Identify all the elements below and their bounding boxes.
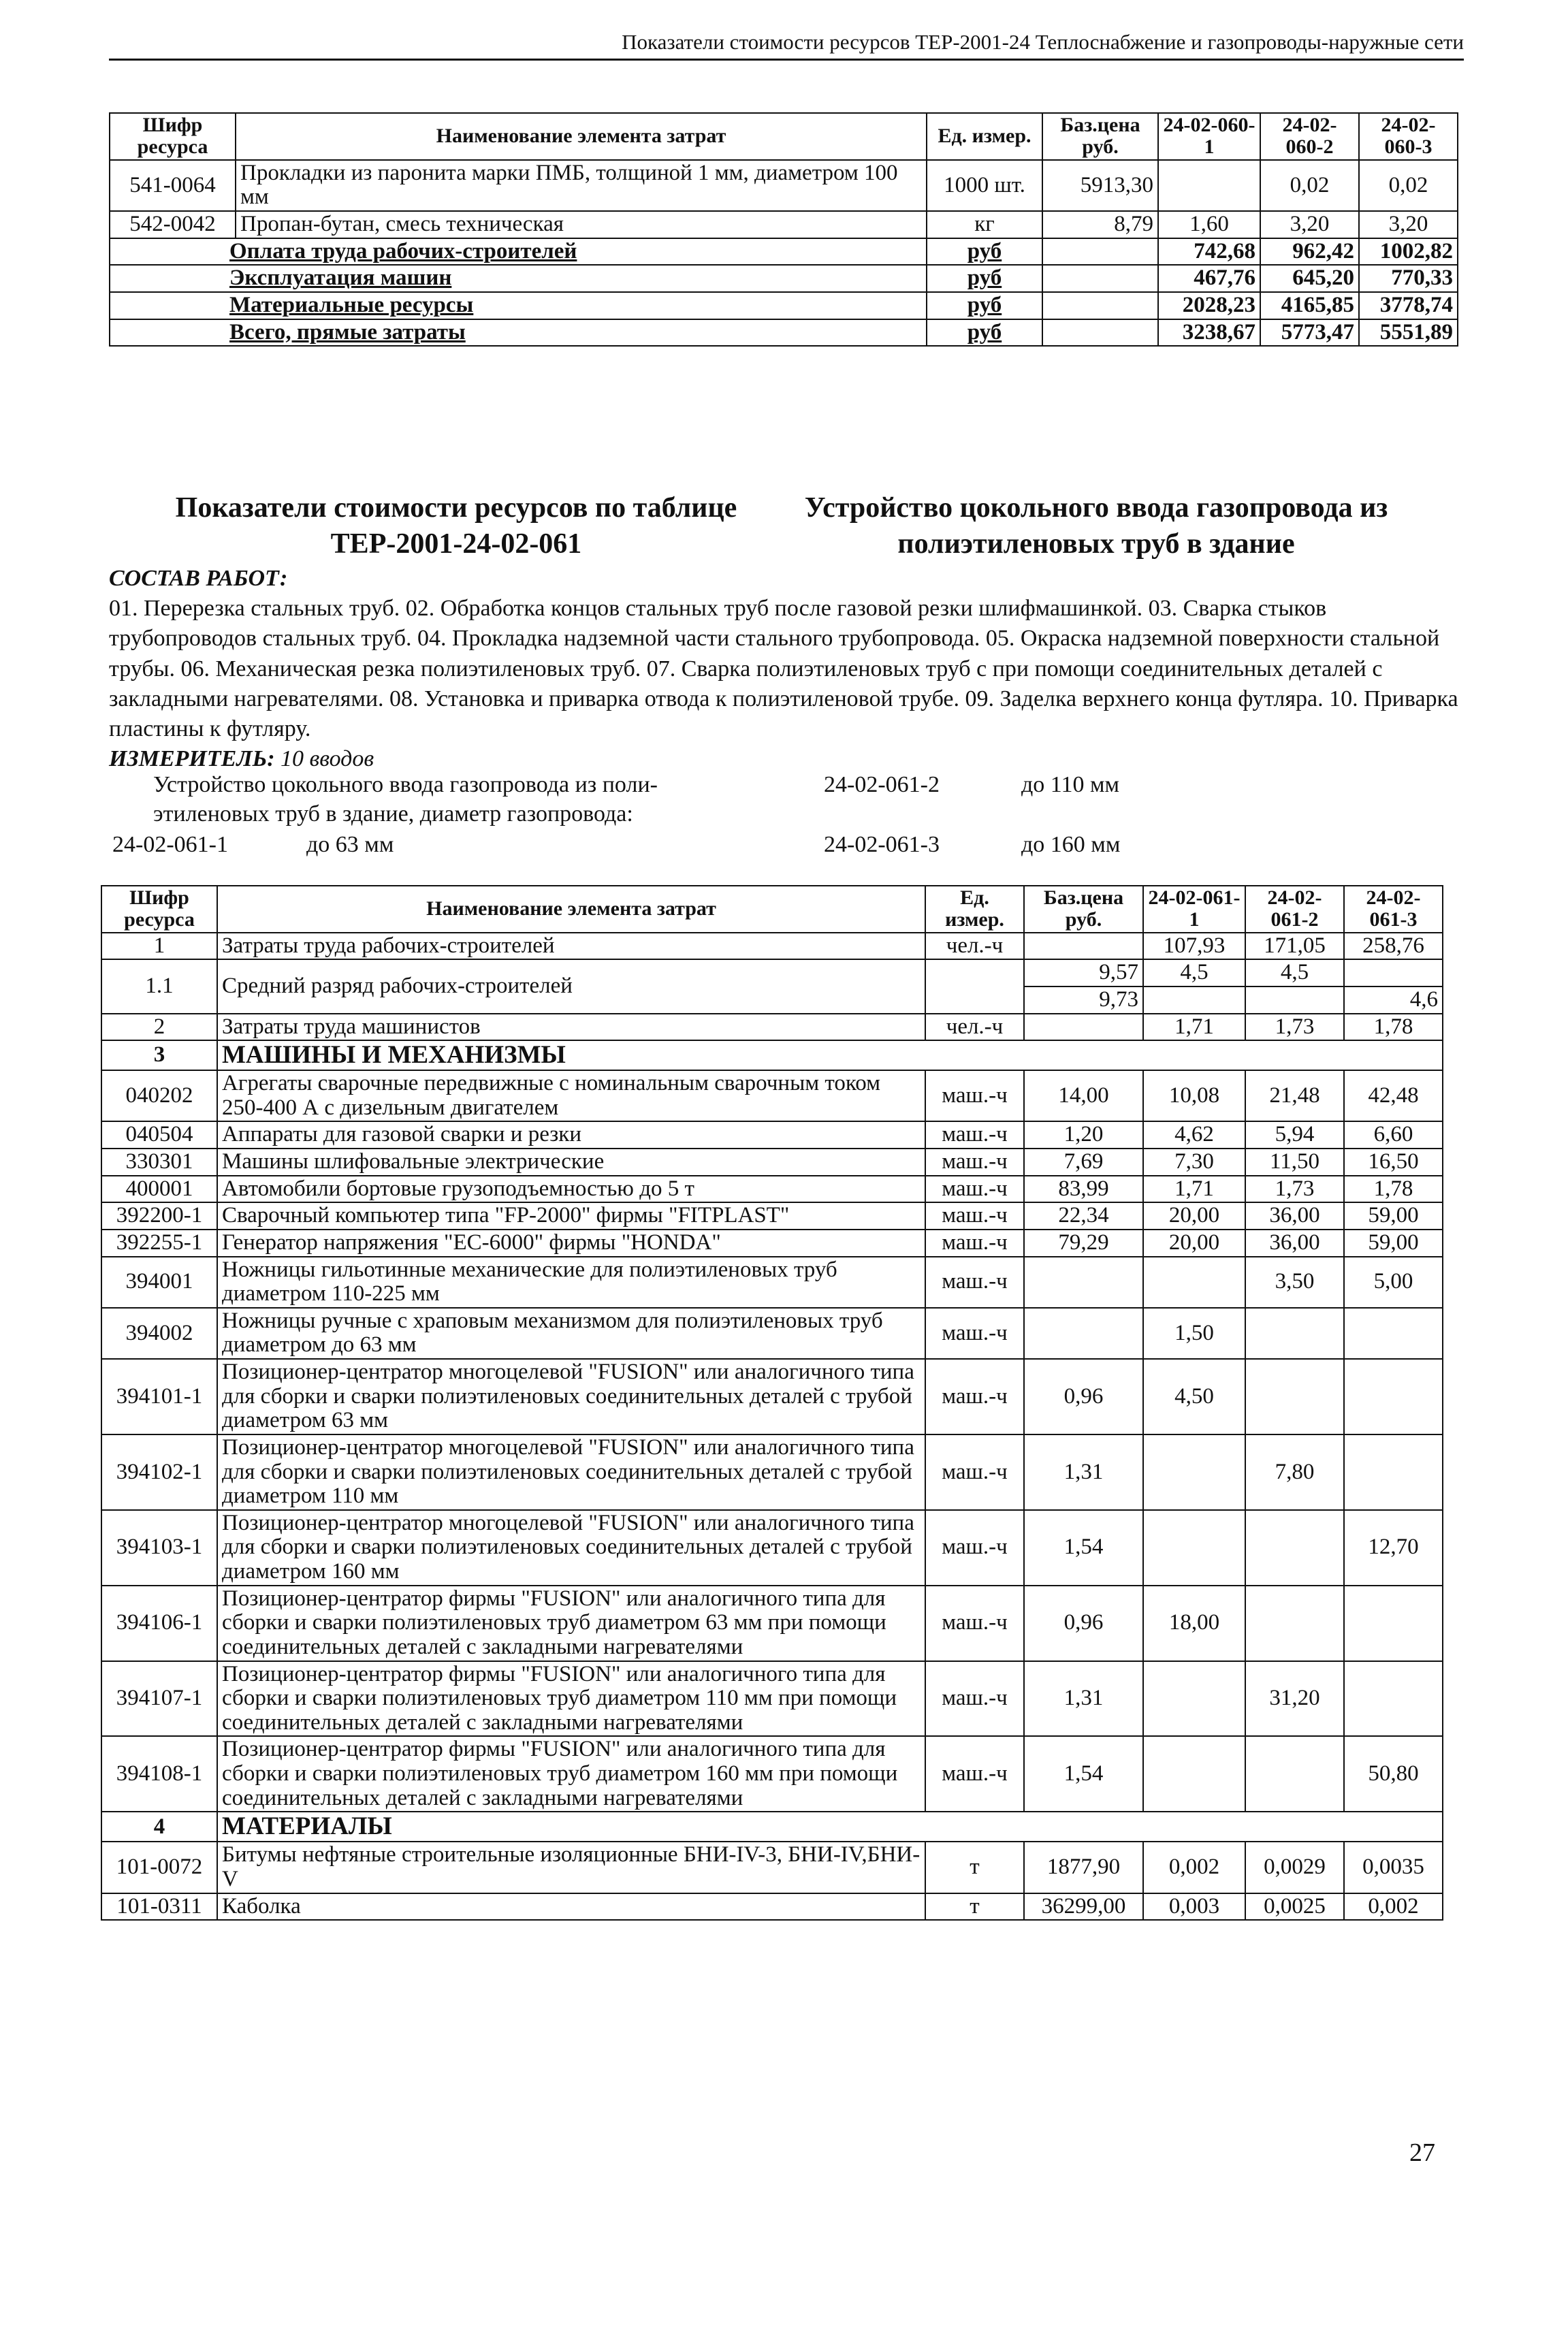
base-price: 36299,00 [1024, 1893, 1143, 1921]
resource-unit [925, 959, 1024, 1013]
value-col2: 11,50 [1245, 1149, 1344, 1176]
section-number: 4 [101, 1812, 217, 1842]
base-price: 7,69 [1024, 1149, 1143, 1176]
table-row [101, 959, 1443, 986]
value-col2 [1245, 1586, 1344, 1661]
resource-code: 392200-1 [101, 1202, 217, 1230]
resource-name: Позиционер-центратор многоцелевой "FUSION" или аналогичного типа для сборки и сварки полиэтиленовых соединительных деталей с трубой диаметром 110 мм [217, 1434, 925, 1510]
base-price: 8,79 [1042, 211, 1158, 238]
empty-cell [1042, 238, 1158, 266]
resource-unit: маш.-ч [925, 1121, 1024, 1149]
header-col1: 24-02-060-1 [1158, 113, 1260, 160]
base-price: 9,73 [1024, 986, 1143, 1014]
resource-name: Позиционер-центратор многоцелевой "FUSION" или аналогичного типа для сборки и сварки полиэтиленовых соединительных деталей с трубой диаметром 63 мм [217, 1359, 925, 1434]
section-number: 3 [101, 1040, 217, 1070]
code-061-1-text: до 63 мм [306, 832, 394, 857]
base-price: 1,31 [1024, 1661, 1143, 1737]
header-col3: 24-02-060-3 [1359, 113, 1458, 160]
resource-code: 394106-1 [101, 1586, 217, 1661]
table-row [101, 1842, 1443, 1893]
section-title-right: Устройство цокольного ввода газопровода из полиэтиленовых труб в здание [804, 492, 1388, 560]
value-col3: 258,76 [1344, 933, 1443, 960]
table-row [101, 1661, 1443, 1737]
value-col3: 0,0035 [1344, 1842, 1443, 1893]
base-price: 1,31 [1024, 1434, 1143, 1510]
table-row [110, 211, 1458, 238]
resource-table-060 [109, 112, 1458, 347]
value-col2: 7,80 [1245, 1434, 1344, 1510]
resource-code: 400001 [101, 1176, 217, 1203]
code-061-3-text: до 160 мм [1021, 832, 1121, 857]
table-row [110, 160, 1458, 211]
resource-name: Позиционер-центратор многоцелевой "FUSION" или аналогичного типа для сборки и сварки полиэтиленовых соединительных деталей с трубой диаметром 160 мм [217, 1510, 925, 1586]
value-col2: 1,73 [1245, 1176, 1344, 1203]
value-col3 [1344, 959, 1443, 986]
measure-label: ИЗМЕРИТЕЛЬ: [109, 746, 275, 772]
resource-code: 040504 [101, 1121, 217, 1149]
value-col1 [1143, 986, 1245, 1014]
value-col3: 1,78 [1344, 1014, 1443, 1041]
header-code: Шифр ресурса [101, 886, 217, 933]
resource-unit: чел.-ч [925, 1014, 1024, 1041]
resource-code: 1 [101, 933, 217, 960]
table-row [101, 1586, 1443, 1661]
table-row [101, 1070, 1443, 1121]
base-price [1024, 1257, 1143, 1308]
resource-code: 394002 [101, 1308, 217, 1359]
resource-name: Позиционер-центратор фирмы "FUSION" или аналогичного типа для сборки и сварки полиэтиленовых труб диаметром 63 мм при помощи соединительных деталей с закладными нагревателями [217, 1586, 925, 1661]
section-heading: МАТЕРИАЛЫ [217, 1812, 1443, 1842]
resource-code: 394108-1 [101, 1736, 217, 1812]
header-name: Наименование элемента затрат [217, 886, 925, 933]
base-price: 0,96 [1024, 1586, 1143, 1661]
resource-code: 101-0072 [101, 1842, 217, 1893]
base-price [1024, 933, 1143, 960]
resource-unit: маш.-ч [925, 1202, 1024, 1230]
value-col2: 171,05 [1245, 933, 1344, 960]
total-unit: руб [927, 238, 1042, 266]
base-price [1024, 1308, 1143, 1359]
resource-name: Пропан-бутан, смесь техническая [236, 211, 927, 238]
total-col1: 742,68 [1158, 238, 1260, 266]
resource-name: Сварочный компьютер типа "FP-2000" фирмы "FITPLAST" [217, 1202, 925, 1230]
value-col3: 0,002 [1344, 1893, 1443, 1921]
value-col2 [1245, 1510, 1344, 1586]
resource-unit: маш.-ч [925, 1308, 1024, 1359]
value-col3: 1,78 [1344, 1176, 1443, 1203]
resource-unit: маш.-ч [925, 1070, 1024, 1121]
table-row [101, 1014, 1443, 1041]
value-col1 [1158, 160, 1260, 211]
base-price: 1877,90 [1024, 1842, 1143, 1893]
resource-name: Средний разряд рабочих-строителей [217, 959, 925, 1013]
total-name: Всего, прямые затраты [110, 319, 927, 347]
table-row [101, 933, 1443, 960]
value-col2: 0,02 [1260, 160, 1359, 211]
table-row [101, 1149, 1443, 1176]
value-col2 [1245, 1736, 1344, 1812]
value-col1: 4,50 [1143, 1359, 1245, 1434]
code-061-1: 24-02-061-1 [112, 832, 228, 857]
table-header-row [101, 886, 1443, 933]
value-col1 [1143, 1434, 1245, 1510]
total-unit: руб [927, 265, 1042, 292]
value-col3: 16,50 [1344, 1149, 1443, 1176]
total-col1: 467,76 [1158, 265, 1260, 292]
header-unit: Ед. измер. [925, 886, 1024, 933]
total-row [110, 292, 1458, 319]
header-price: Баз.цена руб. [1042, 113, 1158, 160]
total-row [110, 238, 1458, 266]
total-col1: 2028,23 [1158, 292, 1260, 319]
total-unit: руб [927, 292, 1042, 319]
value-col2: 3,20 [1260, 211, 1359, 238]
total-name: Эксплуатация машин [110, 265, 927, 292]
resource-name: Каболка [217, 1893, 925, 1921]
code-061-3: 24-02-061-3 [824, 832, 940, 857]
table-row [101, 1893, 1443, 1921]
total-col3: 5551,89 [1359, 319, 1458, 347]
resource-name: Затраты труда машинистов [217, 1014, 925, 1041]
table-row [101, 1736, 1443, 1812]
empty-cell [1042, 319, 1158, 347]
resource-table-061 [101, 885, 1443, 1921]
table-header-row [110, 113, 1458, 160]
value-col2: 1,73 [1245, 1014, 1344, 1041]
resource-name: Битумы нефтяные строительные изоляционные БНИ-IV-3, БНИ-IV,БНИ-V [217, 1842, 925, 1893]
value-col2: 36,00 [1245, 1202, 1344, 1230]
base-price: 1,54 [1024, 1510, 1143, 1586]
code-061-2-text: до 110 мм [1021, 772, 1120, 797]
resource-code: 541-0064 [110, 160, 236, 211]
total-unit: руб [927, 319, 1042, 347]
base-price: 14,00 [1024, 1070, 1143, 1121]
total-name: Оплата труда рабочих-строителей [110, 238, 927, 266]
resource-code: 2 [101, 1014, 217, 1041]
table-row [101, 1230, 1443, 1257]
resource-name: Автомобили бортовые грузоподъемностью до 5 т [217, 1176, 925, 1203]
resource-name: Ножницы гильотинные механические для полиэтиленовых труб диаметром 110-225 мм [217, 1257, 925, 1308]
base-price: 1,20 [1024, 1121, 1143, 1149]
table-row [101, 1257, 1443, 1308]
section-heading-row [101, 1040, 1443, 1070]
total-col1: 3238,67 [1158, 319, 1260, 347]
value-col1: 4,5 [1143, 959, 1245, 986]
value-col2: 36,00 [1245, 1230, 1344, 1257]
base-price [1024, 1014, 1143, 1041]
value-col1: 1,60 [1158, 211, 1260, 238]
work-composition [109, 564, 1464, 774]
value-col1 [1143, 1510, 1245, 1586]
value-col1: 0,002 [1143, 1842, 1245, 1893]
intro-line-2: этиленовых труб в здание, диаметр газопровода: [153, 801, 633, 827]
resource-unit: маш.-ч [925, 1230, 1024, 1257]
resource-unit: маш.-ч [925, 1257, 1024, 1308]
resource-name: Прокладки из паронита марки ПМБ, толщиной 1 мм, диаметром 100 мм [236, 160, 927, 211]
resource-code: 394001 [101, 1257, 217, 1308]
header-col1: 24-02-061-1 [1143, 886, 1245, 933]
value-col1: 10,08 [1143, 1070, 1245, 1121]
value-col1 [1143, 1257, 1245, 1308]
code-061-2: 24-02-061-2 [824, 772, 940, 797]
resource-code: 330301 [101, 1149, 217, 1176]
resource-unit: маш.-ч [925, 1176, 1024, 1203]
empty-cell [1042, 265, 1158, 292]
value-col3: 4,6 [1344, 986, 1443, 1014]
value-col3: 50,80 [1344, 1736, 1443, 1812]
value-col1 [1143, 1661, 1245, 1737]
header-col2: 24-02-061-2 [1245, 886, 1344, 933]
resource-code: 394101-1 [101, 1359, 217, 1434]
total-col2: 4165,85 [1260, 292, 1359, 319]
resource-code: 394102-1 [101, 1434, 217, 1510]
header-name: Наименование элемента затрат [236, 113, 927, 160]
section-title-left: Показатели стоимости ресурсов по таблице ТЕР-2001-24-02-061 [175, 492, 737, 560]
resource-unit: маш.-ч [925, 1149, 1024, 1176]
value-col3: 6,60 [1344, 1121, 1443, 1149]
resource-code: 392255-1 [101, 1230, 217, 1257]
resource-name: Аппараты для газовой сварки и резки [217, 1121, 925, 1149]
page-number: 27 [1409, 2138, 1435, 2167]
value-col2: 3,50 [1245, 1257, 1344, 1308]
table-row [101, 1359, 1443, 1434]
base-price: 79,29 [1024, 1230, 1143, 1257]
section-heading-row [101, 1812, 1443, 1842]
resource-name: Генератор напряжения "ЕС-6000" фирмы "HONDA" [217, 1230, 925, 1257]
value-col3: 42,48 [1344, 1070, 1443, 1121]
table-row [101, 1510, 1443, 1586]
value-col3 [1344, 1308, 1443, 1359]
total-col2: 962,42 [1260, 238, 1359, 266]
value-col2: 21,48 [1245, 1070, 1344, 1121]
value-col2: 31,20 [1245, 1661, 1344, 1737]
resource-name: Агрегаты сварочные передвижные с номинальным сварочным током 250-400 А с дизельным двигателем [217, 1070, 925, 1121]
resource-unit: маш.-ч [925, 1736, 1024, 1812]
intro-line-1: Устройство цокольного ввода газопровода из поли- [153, 772, 658, 797]
header-col3: 24-02-061-3 [1344, 886, 1443, 933]
resource-unit: маш.-ч [925, 1510, 1024, 1586]
resource-unit: маш.-ч [925, 1661, 1024, 1737]
total-row [110, 319, 1458, 347]
resource-name: Затраты труда рабочих-строителей [217, 933, 925, 960]
value-col1: 1,50 [1143, 1308, 1245, 1359]
value-col3: 5,00 [1344, 1257, 1443, 1308]
running-header: Показатели стоимости ресурсов ТЕР-2001-24 Теплоснабжение и газопроводы-наружные сети [109, 30, 1464, 61]
value-col3 [1344, 1434, 1443, 1510]
value-col2 [1245, 1308, 1344, 1359]
base-price: 22,34 [1024, 1202, 1143, 1230]
composition-text: 01. Перерезка стальных труб. 02. Обработка концов стальных труб после газовой резки шлифмашинкой. 03. Сварка стыков трубопроводов стальных труб. 04. Прокладка надземной части стального трубопровода. 05. Окраска надземной поверхности стальной трубы. 06. Механическая резка полиэтиленовых труб. 07. Сварка полиэтиленовых труб с при помощи соединительных деталей с закладными нагревателями. 08. Установка и приварка отвода к полиэтиленовой трубе. 09. Заделка верхнего конца футляра. 10. Приварка пластины к футляру. [109, 596, 1458, 741]
measure-value: 10 вводов [281, 746, 374, 772]
value-col1: 1,71 [1143, 1176, 1245, 1203]
value-col1: 4,62 [1143, 1121, 1245, 1149]
value-col2: 0,0025 [1245, 1893, 1344, 1921]
total-col2: 645,20 [1260, 265, 1359, 292]
total-col3: 3778,74 [1359, 292, 1458, 319]
empty-cell [1042, 292, 1158, 319]
value-col3: 0,02 [1359, 160, 1458, 211]
measure-line [109, 744, 1464, 774]
header-unit: Ед. измер. [927, 113, 1042, 160]
resource-unit: т [925, 1842, 1024, 1893]
value-col3: 59,00 [1344, 1230, 1443, 1257]
resource-unit: кг [927, 211, 1042, 238]
base-price: 9,57 [1024, 959, 1143, 986]
total-name: Материальные ресурсы [110, 292, 927, 319]
value-col3 [1344, 1661, 1443, 1737]
resource-name: Позиционер-центратор фирмы "FUSION" или аналогичного типа для сборки и сварки полиэтиленовых труб диаметром 160 мм при помощи соединительных деталей с закладными нагревателями [217, 1736, 925, 1812]
value-col1: 107,93 [1143, 933, 1245, 960]
resource-unit: маш.-ч [925, 1434, 1024, 1510]
value-col3: 59,00 [1344, 1202, 1443, 1230]
resource-code: 040202 [101, 1070, 217, 1121]
resource-name: Позиционер-центратор фирмы "FUSION" или аналогичного типа для сборки и сварки полиэтиленовых труб диаметром 110 мм при помощи соединительных деталей с закладными нагревателями [217, 1661, 925, 1737]
base-price: 1,54 [1024, 1736, 1143, 1812]
table-row [101, 1434, 1443, 1510]
resource-unit: маш.-ч [925, 1586, 1024, 1661]
value-col1: 0,003 [1143, 1893, 1245, 1921]
value-col2: 0,0029 [1245, 1842, 1344, 1893]
resource-code: 394103-1 [101, 1510, 217, 1586]
total-col3: 1002,82 [1359, 238, 1458, 266]
table-row [101, 1202, 1443, 1230]
table-row [101, 1121, 1443, 1149]
value-col2 [1245, 1359, 1344, 1434]
composition-label: СОСТАВ РАБОТ: [109, 566, 288, 591]
header-col2: 24-02-060-2 [1260, 113, 1359, 160]
resource-unit: т [925, 1893, 1024, 1921]
table-row [101, 1176, 1443, 1203]
resource-code: 394107-1 [101, 1661, 217, 1737]
table-row [101, 1308, 1443, 1359]
value-col3 [1344, 1359, 1443, 1434]
header-code: Шифр ресурса [110, 113, 236, 160]
total-row [110, 265, 1458, 292]
value-col3: 12,70 [1344, 1510, 1443, 1586]
value-col3: 3,20 [1359, 211, 1458, 238]
resource-unit: чел.-ч [925, 933, 1024, 960]
value-col2 [1245, 986, 1344, 1014]
total-col3: 770,33 [1359, 265, 1458, 292]
resource-code: 101-0311 [101, 1893, 217, 1921]
section-heading: МАШИНЫ И МЕХАНИЗМЫ [217, 1040, 1443, 1070]
value-col2: 5,94 [1245, 1121, 1344, 1149]
resource-code: 1.1 [101, 959, 217, 1013]
value-col1: 20,00 [1143, 1230, 1245, 1257]
value-col1: 7,30 [1143, 1149, 1245, 1176]
resource-name: Машины шлифовальные электрические [217, 1149, 925, 1176]
resource-code: 542-0042 [110, 211, 236, 238]
value-col3 [1344, 1586, 1443, 1661]
value-col1: 20,00 [1143, 1202, 1245, 1230]
resource-name: Ножницы ручные с храповым механизмом для полиэтиленовых труб диаметром до 63 мм [217, 1308, 925, 1359]
header-price: Баз.цена руб. [1024, 886, 1143, 933]
value-col1 [1143, 1736, 1245, 1812]
resource-unit: маш.-ч [925, 1359, 1024, 1434]
total-col2: 5773,47 [1260, 319, 1359, 347]
resource-unit: 1000 шт. [927, 160, 1042, 211]
value-col1: 1,71 [1143, 1014, 1245, 1041]
base-price: 5913,30 [1042, 160, 1158, 211]
value-col2: 4,5 [1245, 959, 1344, 986]
base-price: 83,99 [1024, 1176, 1143, 1203]
value-col1: 18,00 [1143, 1586, 1245, 1661]
base-price: 0,96 [1024, 1359, 1143, 1434]
